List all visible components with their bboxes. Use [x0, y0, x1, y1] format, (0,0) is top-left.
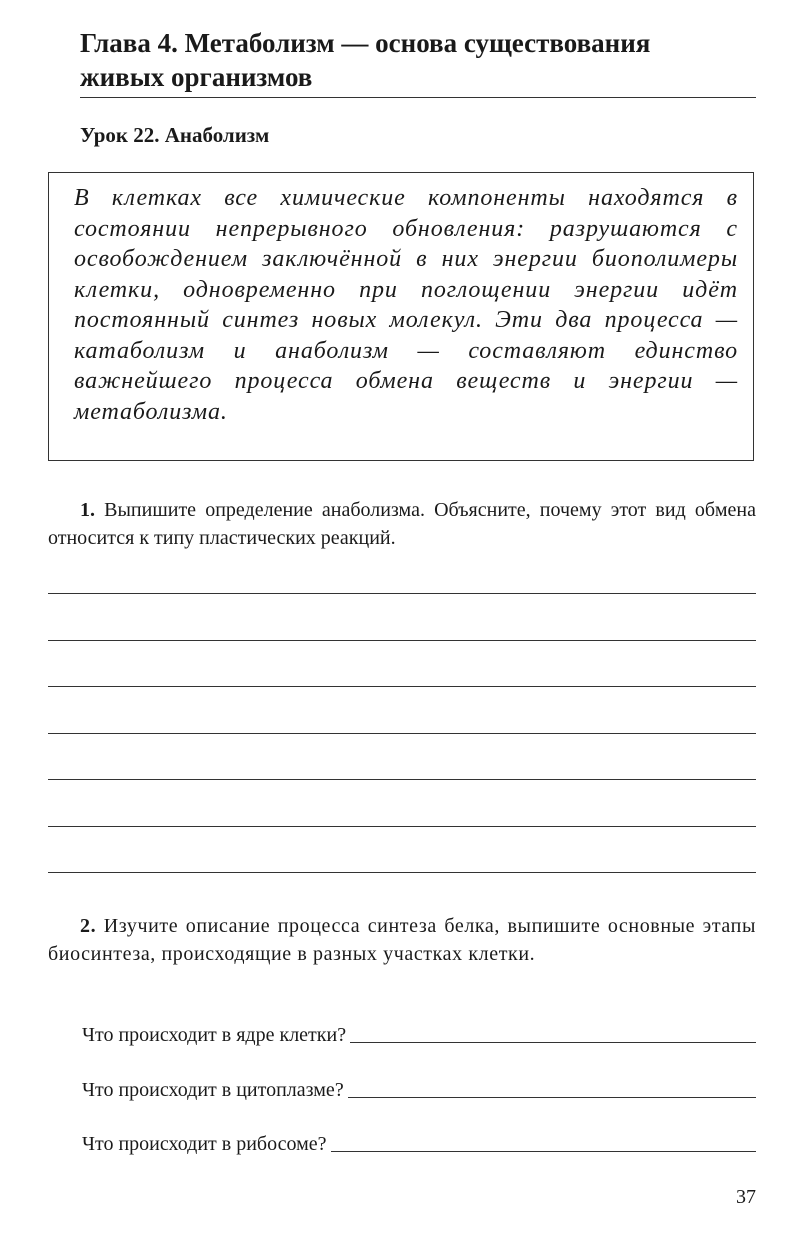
page-number: 37: [736, 1186, 756, 1208]
task-1-number: 1.: [80, 499, 95, 521]
task-1: [48, 496, 756, 552]
question-cytoplasm-answer-line[interactable]: [348, 1097, 756, 1098]
question-nucleus-label: Что происходит в ядре клетки?: [82, 1024, 347, 1046]
answer-line-6[interactable]: [48, 826, 756, 827]
lesson-title: Урок 22. Анаболизм: [80, 123, 270, 147]
chapter-divider: [80, 97, 756, 98]
answer-line-4[interactable]: [48, 733, 756, 734]
task-2-number: 2.: [80, 915, 97, 937]
answer-line-3[interactable]: [48, 686, 756, 687]
question-ribosome: [82, 1131, 756, 1157]
chapter-title: Глава 4. Метаболизм — основа существования живых организмов: [80, 28, 651, 92]
intro-text: В клетках все химические компоненты находятся в состоянии непрерывного обновления: разрушаются с освобождением заключённой в них энергии биополимеры клетки, одновременно при поглощении энергии идёт постоянный синтез новых молекул. Эти два процесса — катаболизм и анаболизм — составляют единство важнейшего процесса обмена веществ и энергии — метаболизма.: [74, 185, 738, 425]
task-2-text: Изучите описание процесса синтеза белка, выпишите основные этапы биосинтеза, происходящие в разных участках клетки.: [48, 915, 756, 965]
answer-line-2[interactable]: [48, 640, 756, 641]
task-2: [48, 912, 756, 968]
answer-line-5[interactable]: [48, 779, 756, 780]
question-cytoplasm-label: Что происходит в цитоплазме?: [82, 1079, 344, 1101]
question-cytoplasm: [82, 1077, 756, 1103]
question-ribosome-answer-line[interactable]: [331, 1151, 756, 1152]
question-ribosome-label: Что происходит в рибосоме?: [82, 1133, 327, 1155]
question-nucleus-answer-line[interactable]: [350, 1042, 756, 1043]
question-nucleus: [82, 1022, 756, 1048]
answer-line-1[interactable]: [48, 593, 756, 594]
task-1-text: Выпишите определение анаболизма. Объясните, почему этот вид обмена относится к типу пластических реакций.: [48, 499, 756, 549]
answer-line-7[interactable]: [48, 872, 756, 873]
